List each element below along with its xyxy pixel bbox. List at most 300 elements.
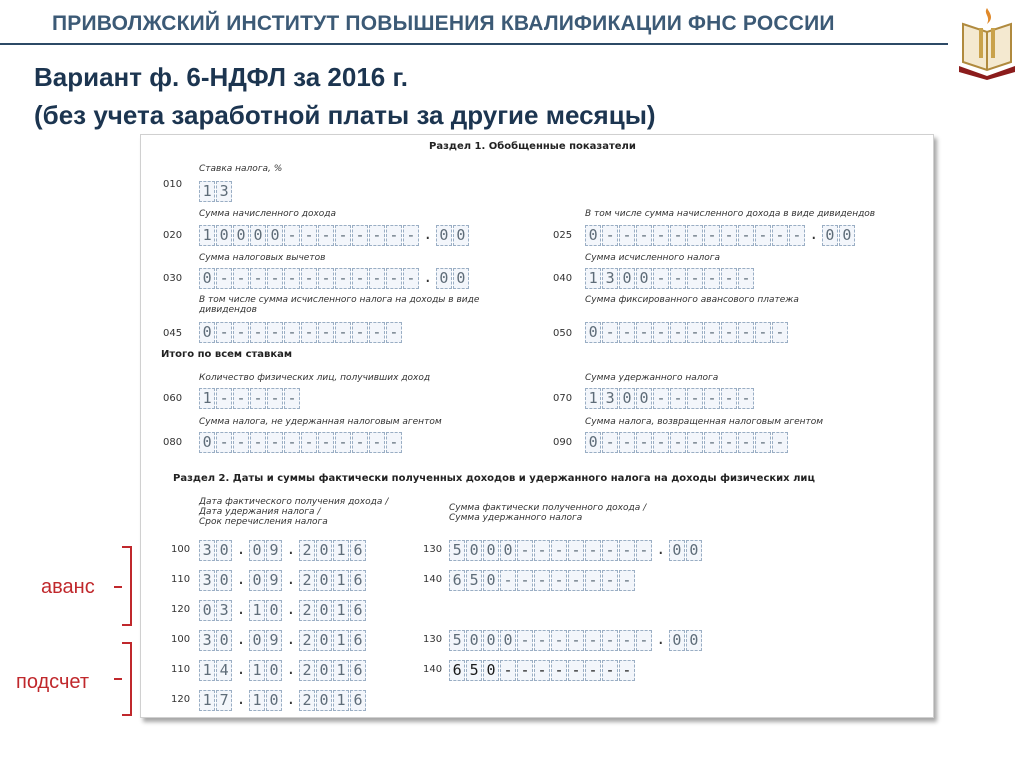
input-cell[interactable]: 0 — [669, 540, 685, 561]
section2-right-header — [449, 503, 646, 523]
input-cell[interactable]: 0 — [266, 690, 282, 711]
input-cell[interactable]: 0 — [266, 660, 282, 681]
input-cell[interactable]: 0 — [453, 225, 469, 246]
input-cell[interactable]: 9 — [266, 570, 282, 591]
input-cell[interactable]: - — [216, 388, 232, 409]
input-cell[interactable]: - — [534, 660, 550, 681]
input-cell[interactable]: 1 — [199, 388, 215, 409]
date-input-120[interactable] — [199, 600, 367, 621]
input-cell[interactable]: - — [250, 268, 266, 289]
input-cell[interactable]: 0 — [216, 630, 232, 651]
row-code-130: 130 — [423, 634, 443, 645]
input-cell[interactable]: 6 — [449, 660, 465, 681]
input-cell[interactable]: - — [267, 268, 283, 289]
input-cell[interactable]: - — [352, 225, 368, 246]
input-cell[interactable]: - — [318, 322, 334, 343]
field-code-010: 010 — [163, 179, 183, 190]
input-cell[interactable]: - — [670, 322, 686, 343]
section2-left-header-line: Срок перечисления налога — [199, 517, 328, 527]
input-cell[interactable]: - — [551, 630, 567, 651]
field-label-050: Сумма фиксированного авансового платежа — [585, 295, 799, 305]
decimal-separator: . — [423, 225, 433, 243]
input-cell[interactable]: - — [636, 225, 652, 246]
input-cell[interactable]: - — [755, 432, 771, 453]
input-cell[interactable]: - — [250, 432, 266, 453]
input-cell[interactable]: - — [386, 432, 402, 453]
input-cell[interactable]: - — [568, 540, 584, 561]
row-code-140: 140 — [423, 664, 443, 675]
input-cell[interactable]: 1 — [249, 690, 265, 711]
input-cell[interactable]: - — [738, 388, 754, 409]
ndfl-form — [140, 134, 934, 718]
input-cell[interactable]: 3 — [199, 570, 215, 591]
input-cell[interactable]: - — [517, 570, 533, 591]
field-code-050: 050 — [553, 328, 573, 339]
input-cell[interactable]: - — [653, 432, 669, 453]
input-cell[interactable]: - — [721, 268, 737, 289]
input-cell[interactable]: - — [318, 225, 334, 246]
input-cell[interactable]: 0 — [316, 660, 332, 681]
date-input-110[interactable] — [199, 660, 367, 681]
input-cell[interactable]: 0 — [266, 600, 282, 621]
input-cell[interactable]: 0 — [686, 540, 702, 561]
input-cell[interactable]: 0 — [636, 268, 652, 289]
input-cell[interactable]: 5 — [449, 630, 465, 651]
input-cell[interactable]: 0 — [585, 225, 601, 246]
input-cell[interactable]: 1 — [199, 225, 215, 246]
input-cell[interactable]: 7 — [216, 690, 232, 711]
field-input-050[interactable] — [585, 322, 789, 343]
input-cell[interactable]: 1 — [333, 630, 349, 651]
input-cell[interactable]: - — [704, 388, 720, 409]
input-cell[interactable]: 0 — [500, 630, 516, 651]
input-cell[interactable]: 0 — [316, 540, 332, 561]
input-cell[interactable]: 0 — [216, 225, 232, 246]
input-cell[interactable]: - — [233, 322, 249, 343]
input-cell[interactable]: 4 — [216, 660, 232, 681]
input-cell[interactable]: 0 — [500, 540, 516, 561]
field-label-070: Сумма удержанного налога — [585, 373, 719, 383]
input-cell[interactable]: - — [301, 432, 317, 453]
input-cell[interactable]: 0 — [669, 630, 685, 651]
input-cell[interactable]: - — [670, 225, 686, 246]
input-cell[interactable]: 0 — [822, 225, 838, 246]
decimal-separator: . — [236, 540, 246, 558]
input-cell[interactable]: - — [386, 268, 402, 289]
input-cell[interactable]: 0 — [199, 268, 215, 289]
input-cell[interactable]: 0 — [249, 630, 265, 651]
input-cell[interactable]: 3 — [216, 600, 232, 621]
date-input-110[interactable] — [199, 570, 367, 591]
input-cell[interactable]: 1 — [199, 690, 215, 711]
input-cell[interactable]: - — [216, 322, 232, 343]
input-cell[interactable]: - — [619, 432, 635, 453]
input-cell[interactable]: - — [369, 432, 385, 453]
field-code-080: 080 — [163, 437, 183, 448]
row-code-110: 110 — [171, 664, 191, 675]
input-cell[interactable]: - — [352, 432, 368, 453]
input-cell[interactable]: 6 — [449, 570, 465, 591]
input-cell[interactable]: 0 — [483, 630, 499, 651]
input-cell[interactable]: 1 — [333, 600, 349, 621]
section2-left-header-line: Дата удержания налога / — [199, 507, 321, 517]
input-cell[interactable]: - — [687, 388, 703, 409]
input-cell[interactable]: 0 — [636, 388, 652, 409]
input-cell[interactable]: - — [335, 225, 351, 246]
decimal-separator: . — [236, 600, 246, 618]
input-cell[interactable]: - — [233, 432, 249, 453]
input-cell[interactable]: - — [670, 268, 686, 289]
institute-logo-icon — [953, 2, 1021, 80]
input-cell[interactable]: - — [602, 322, 618, 343]
field-code-025: 025 — [553, 230, 573, 241]
input-cell[interactable]: - — [267, 322, 283, 343]
input-cell[interactable]: - — [585, 570, 601, 591]
input-cell[interactable]: 0 — [619, 388, 635, 409]
row-code-140: 140 — [423, 574, 443, 585]
input-cell[interactable]: 0 — [199, 600, 215, 621]
input-cell[interactable]: - — [284, 268, 300, 289]
input-cell[interactable]: - — [369, 322, 385, 343]
input-cell[interactable]: - — [568, 630, 584, 651]
section2-right-header-line: Сумма удержанного налога — [449, 513, 583, 523]
decimal-separator: . — [286, 660, 296, 678]
input-cell[interactable]: - — [704, 225, 720, 246]
input-cell[interactable]: - — [517, 540, 533, 561]
input-cell[interactable]: - — [738, 225, 754, 246]
input-cell[interactable]: - — [284, 432, 300, 453]
input-cell[interactable]: - — [772, 225, 788, 246]
field-input-010[interactable] — [199, 181, 233, 202]
input-cell[interactable]: - — [687, 432, 703, 453]
slide-title — [34, 58, 656, 134]
input-cell[interactable]: - — [721, 388, 737, 409]
decimal-separator: . — [656, 540, 666, 558]
input-cell[interactable]: 0 — [585, 322, 601, 343]
input-cell[interactable]: - — [602, 660, 618, 681]
input-cell[interactable]: - — [284, 225, 300, 246]
input-cell[interactable]: 0 — [316, 630, 332, 651]
input-cell[interactable]: 0 — [216, 540, 232, 561]
input-cell[interactable]: - — [318, 432, 334, 453]
decimal-separator: . — [423, 268, 433, 286]
field-label-040: Сумма исчисленного налога — [585, 253, 721, 263]
input-cell[interactable]: 0 — [316, 600, 332, 621]
input-cell[interactable]: 6 — [350, 660, 366, 681]
input-cell[interactable]: 2 — [299, 660, 315, 681]
input-cell[interactable]: 1 — [199, 181, 215, 202]
avans-bracket — [122, 546, 132, 626]
input-cell[interactable]: 3 — [602, 268, 618, 289]
decimal-separator: . — [236, 660, 246, 678]
input-cell[interactable]: - — [636, 322, 652, 343]
input-cell[interactable]: - — [386, 322, 402, 343]
input-cell[interactable]: - — [653, 388, 669, 409]
input-cell[interactable]: 1 — [333, 540, 349, 561]
input-cell[interactable]: 3 — [216, 181, 232, 202]
slide-title-line-2: (без учета заработной платы за другие месяцы) — [34, 100, 656, 130]
input-cell[interactable]: - — [216, 268, 232, 289]
input-cell[interactable]: - — [403, 268, 419, 289]
input-cell[interactable]: - — [335, 268, 351, 289]
input-cell[interactable]: - — [755, 322, 771, 343]
input-cell[interactable]: - — [284, 322, 300, 343]
input-cell[interactable]: 3 — [199, 630, 215, 651]
section1-total-heading: Итого по всем ставкам — [161, 349, 293, 360]
input-cell[interactable]: - — [738, 432, 754, 453]
input-cell[interactable]: - — [335, 322, 351, 343]
date-input-100[interactable] — [199, 630, 367, 651]
input-cell[interactable]: - — [267, 388, 283, 409]
input-cell[interactable]: 0 — [249, 570, 265, 591]
input-cell[interactable]: - — [335, 432, 351, 453]
field-code-090: 090 — [553, 437, 573, 448]
input-cell[interactable]: - — [233, 268, 249, 289]
input-cell[interactable]: - — [551, 570, 567, 591]
field-code-030: 030 — [163, 273, 183, 284]
input-cell[interactable]: - — [267, 432, 283, 453]
input-cell[interactable]: 1 — [585, 268, 601, 289]
field-input-070[interactable] — [585, 388, 755, 409]
input-cell[interactable]: 0 — [316, 570, 332, 591]
input-cell[interactable]: - — [500, 660, 516, 681]
row-code-120: 120 — [171, 604, 191, 615]
input-cell[interactable]: - — [653, 225, 669, 246]
field-label-060: Количество физических лиц, получивших доход — [199, 373, 431, 383]
input-cell[interactable]: 0 — [267, 225, 283, 246]
input-cell[interactable]: 1 — [333, 690, 349, 711]
input-cell[interactable]: - — [619, 660, 635, 681]
input-cell[interactable]: 0 — [453, 268, 469, 289]
input-cell[interactable]: 0 — [436, 225, 452, 246]
date-input-100[interactable] — [199, 540, 367, 561]
input-cell[interactable]: 0 — [199, 432, 215, 453]
input-cell[interactable]: - — [517, 630, 533, 651]
input-cell[interactable]: 1 — [249, 660, 265, 681]
input-cell[interactable]: - — [772, 322, 788, 343]
input-cell[interactable]: 9 — [266, 630, 282, 651]
input-cell[interactable]: - — [534, 540, 550, 561]
input-cell[interactable]: - — [216, 432, 232, 453]
input-cell[interactable]: - — [704, 432, 720, 453]
input-cell[interactable]: - — [551, 540, 567, 561]
input-cell[interactable]: 2 — [299, 570, 315, 591]
input-cell[interactable]: - — [250, 322, 266, 343]
input-cell[interactable]: 3 — [199, 540, 215, 561]
input-cell[interactable]: 0 — [619, 268, 635, 289]
field-label-045: В том числе сумма исчисленного налога на доходы в виде дивидендов — [199, 295, 480, 315]
field-input-080[interactable] — [199, 432, 403, 453]
input-cell[interactable]: - — [301, 268, 317, 289]
field-input-090[interactable] — [585, 432, 789, 453]
input-cell[interactable]: 0 — [216, 570, 232, 591]
amount-input-130[interactable] — [449, 630, 703, 651]
section2-title: Раздел 2. Даты и суммы фактически полученных доходов и удержанного налога на доходы физических лиц — [173, 473, 815, 484]
slide-title-line-1: Вариант ф. 6-НДФЛ за 2016 г. — [34, 62, 408, 92]
input-cell[interactable]: 0 — [466, 630, 482, 651]
input-cell[interactable]: - — [704, 322, 720, 343]
input-cell[interactable]: 0 — [483, 660, 499, 681]
podschet-annotation: подсчет — [16, 671, 89, 693]
input-cell[interactable]: 1 — [333, 570, 349, 591]
input-cell[interactable]: - — [602, 570, 618, 591]
row-code-130: 130 — [423, 544, 443, 555]
input-cell[interactable]: 0 — [686, 630, 702, 651]
input-cell[interactable]: - — [534, 570, 550, 591]
decimal-separator: . — [656, 630, 666, 648]
input-cell[interactable]: - — [602, 630, 618, 651]
input-cell[interactable]: - — [568, 570, 584, 591]
input-cell[interactable]: 0 — [233, 225, 249, 246]
decimal-separator: . — [236, 630, 246, 648]
row-code-100: 100 — [171, 634, 191, 645]
field-label-025: В том числе сумма начисленного дохода в виде дивидендов — [585, 209, 876, 219]
input-cell[interactable]: - — [636, 432, 652, 453]
input-cell[interactable]: - — [619, 322, 635, 343]
field-label-020: Сумма начисленного дохода — [199, 209, 337, 219]
input-cell[interactable]: 0 — [839, 225, 855, 246]
input-cell[interactable]: 2 — [299, 540, 315, 561]
input-cell[interactable]: - — [721, 225, 737, 246]
input-cell[interactable]: 0 — [316, 690, 332, 711]
amount-input-130[interactable] — [449, 540, 703, 561]
input-cell[interactable]: 5 — [449, 540, 465, 561]
input-cell[interactable]: - — [619, 225, 635, 246]
input-cell[interactable]: - — [551, 660, 567, 681]
field-label-080: Сумма налога, не удержанная налоговым агентом — [199, 417, 442, 427]
input-cell[interactable]: - — [653, 322, 669, 343]
input-cell[interactable]: 6 — [350, 600, 366, 621]
input-cell[interactable]: - — [738, 268, 754, 289]
institute-name: ПРИВОЛЖСКИЙ ИНСТИТУТ ПОВЫШЕНИЯ КВАЛИФИКАЦИИ ФНС РОССИИ — [52, 12, 835, 35]
input-cell[interactable]: 5 — [466, 570, 482, 591]
input-cell[interactable]: - — [386, 225, 402, 246]
input-cell[interactable]: - — [721, 322, 737, 343]
input-cell[interactable]: - — [670, 432, 686, 453]
amount-input-140[interactable] — [449, 660, 636, 681]
input-cell[interactable]: - — [636, 540, 652, 561]
field-code-045: 045 — [163, 328, 183, 339]
input-cell[interactable]: 0 — [466, 540, 482, 561]
input-cell[interactable]: - — [517, 660, 533, 681]
input-cell[interactable]: - — [585, 540, 601, 561]
input-cell[interactable]: - — [670, 388, 686, 409]
input-cell[interactable]: - — [789, 225, 805, 246]
input-cell[interactable]: - — [653, 268, 669, 289]
input-cell[interactable]: 6 — [350, 630, 366, 651]
row-code-120: 120 — [171, 694, 191, 705]
decimal-separator: . — [286, 630, 296, 648]
decimal-separator: . — [286, 540, 296, 558]
field-code-020: 020 — [163, 230, 183, 241]
field-input-020[interactable] — [199, 225, 470, 246]
input-cell[interactable]: - — [250, 388, 266, 409]
input-cell[interactable]: - — [403, 225, 419, 246]
input-cell[interactable]: - — [284, 388, 300, 409]
field-code-070: 070 — [553, 393, 573, 404]
date-input-120[interactable] — [199, 690, 367, 711]
decimal-separator: . — [286, 570, 296, 588]
input-cell[interactable]: 6 — [350, 570, 366, 591]
input-cell[interactable]: 1 — [585, 388, 601, 409]
input-cell[interactable]: 6 — [350, 540, 366, 561]
input-cell[interactable]: - — [687, 322, 703, 343]
input-cell[interactable]: 1 — [199, 660, 215, 681]
section1-title: Раздел 1. Обобщенные показатели — [429, 141, 636, 152]
input-cell[interactable]: 0 — [249, 540, 265, 561]
input-cell[interactable]: - — [585, 630, 601, 651]
field-input-060[interactable] — [199, 388, 301, 409]
amount-input-140[interactable] — [449, 570, 636, 591]
input-cell[interactable]: - — [318, 268, 334, 289]
input-cell[interactable]: 5 — [466, 660, 482, 681]
input-cell[interactable]: 0 — [436, 268, 452, 289]
field-input-045[interactable] — [199, 322, 403, 343]
input-cell[interactable]: 2 — [299, 690, 315, 711]
input-cell[interactable]: - — [772, 432, 788, 453]
input-cell[interactable]: 0 — [483, 540, 499, 561]
field-label-030: Сумма налоговых вычетов — [199, 253, 326, 263]
input-cell[interactable]: 6 — [350, 690, 366, 711]
input-cell[interactable]: - — [721, 432, 737, 453]
input-cell[interactable]: - — [568, 660, 584, 681]
input-cell[interactable]: - — [704, 268, 720, 289]
row-code-100: 100 — [171, 544, 191, 555]
input-cell[interactable]: - — [534, 630, 550, 651]
input-cell[interactable]: - — [602, 540, 618, 561]
input-cell[interactable]: 0 — [483, 570, 499, 591]
decimal-separator: . — [286, 690, 296, 708]
input-cell[interactable]: 0 — [199, 322, 215, 343]
input-cell[interactable]: - — [233, 388, 249, 409]
input-cell[interactable]: - — [755, 225, 771, 246]
input-cell[interactable]: 1 — [333, 660, 349, 681]
input-cell[interactable]: 2 — [299, 600, 315, 621]
input-cell[interactable]: - — [619, 630, 635, 651]
input-cell[interactable]: 9 — [266, 540, 282, 561]
input-cell[interactable]: 0 — [250, 225, 266, 246]
input-cell[interactable]: - — [687, 268, 703, 289]
input-cell[interactable]: 0 — [585, 432, 601, 453]
input-cell[interactable]: - — [687, 225, 703, 246]
input-cell[interactable]: - — [619, 570, 635, 591]
section2-left-header — [199, 497, 388, 527]
input-cell[interactable]: - — [602, 225, 618, 246]
input-cell[interactable]: - — [585, 660, 601, 681]
field-input-025[interactable] — [585, 225, 856, 246]
input-cell[interactable]: 3 — [602, 388, 618, 409]
header-divider — [0, 43, 948, 45]
podschet-bracket — [122, 642, 132, 716]
decimal-separator: . — [809, 225, 819, 243]
field-input-030[interactable] — [199, 268, 470, 289]
input-cell[interactable]: - — [369, 268, 385, 289]
input-cell[interactable]: - — [636, 630, 652, 651]
input-cell[interactable]: 1 — [249, 600, 265, 621]
input-cell[interactable]: - — [619, 540, 635, 561]
input-cell[interactable]: 2 — [299, 630, 315, 651]
input-cell[interactable]: - — [352, 322, 368, 343]
input-cell[interactable]: - — [369, 225, 385, 246]
input-cell[interactable]: - — [352, 268, 368, 289]
input-cell[interactable]: - — [301, 225, 317, 246]
field-label-010: Ставка налога, % — [199, 164, 283, 174]
input-cell[interactable]: - — [738, 322, 754, 343]
input-cell[interactable]: - — [301, 322, 317, 343]
input-cell[interactable]: - — [500, 570, 516, 591]
input-cell[interactable]: - — [602, 432, 618, 453]
field-input-040[interactable] — [585, 268, 755, 289]
